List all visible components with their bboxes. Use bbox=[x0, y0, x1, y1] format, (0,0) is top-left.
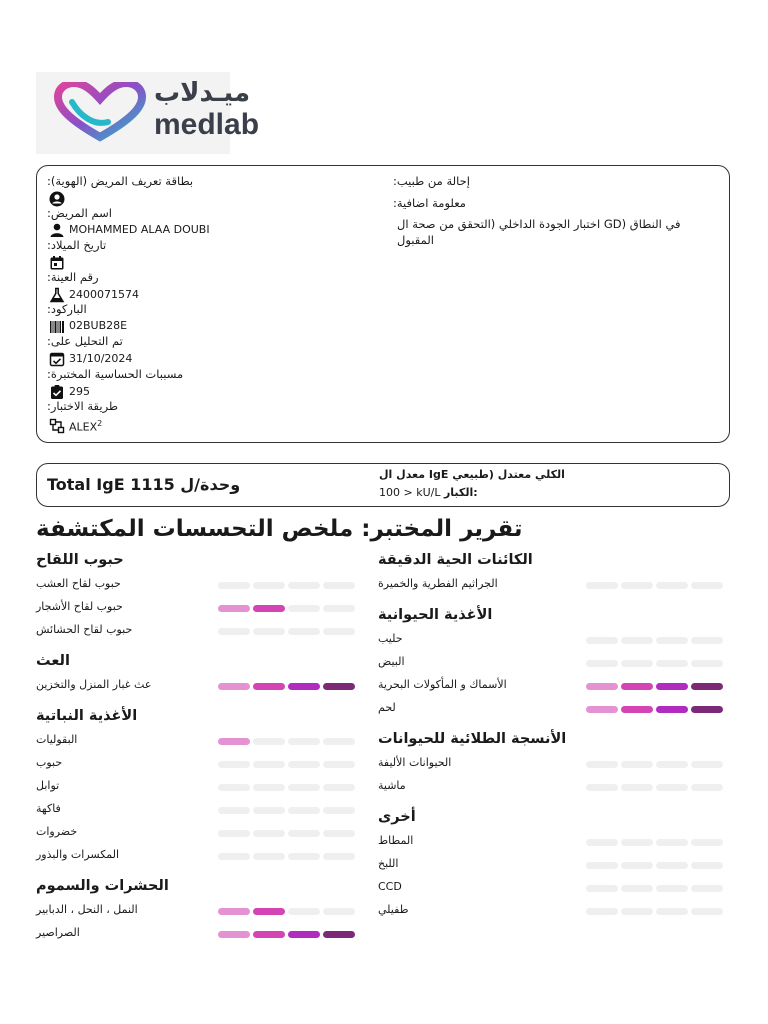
category-heading: حبوب اللقاح bbox=[36, 552, 124, 568]
level-segment bbox=[288, 908, 320, 915]
level-segment bbox=[586, 683, 618, 690]
level-segment bbox=[621, 885, 653, 892]
patient-name-label: اسم المريض: bbox=[47, 206, 112, 220]
level-segment bbox=[218, 931, 250, 938]
level-segment bbox=[586, 706, 618, 713]
allergen-label: الجراثيم الفطرية والخميرة bbox=[378, 577, 498, 590]
level-segment bbox=[323, 931, 355, 938]
level-segment bbox=[656, 706, 688, 713]
allergen-label: المكسرات والبذور bbox=[36, 848, 120, 861]
level-segment bbox=[323, 807, 355, 814]
level-segment bbox=[656, 637, 688, 644]
allergen-label: حبوب لقاح الحشائش bbox=[36, 623, 133, 636]
medlab-logo bbox=[36, 72, 260, 154]
referral-label: إحالة من طبيب: bbox=[393, 174, 470, 188]
level-segment bbox=[621, 706, 653, 713]
level-segment bbox=[656, 660, 688, 667]
level-segment bbox=[621, 761, 653, 768]
allergen-label: الحيوانات الأليفة bbox=[378, 756, 452, 769]
level-segment bbox=[218, 605, 250, 612]
level-segment bbox=[691, 637, 723, 644]
barcode-icon bbox=[49, 319, 65, 335]
level-segment bbox=[621, 862, 653, 869]
allergen-label: حليب bbox=[378, 632, 403, 645]
level-segment bbox=[691, 839, 723, 846]
level-segment bbox=[253, 853, 285, 860]
level-segment bbox=[253, 761, 285, 768]
level-segment bbox=[656, 862, 688, 869]
method-flow-icon bbox=[49, 418, 65, 434]
patient-id-label: بطاقة تعريف المريض (الهوية): bbox=[47, 174, 194, 188]
level-segment bbox=[323, 605, 355, 612]
level-segment bbox=[288, 628, 320, 635]
level-segment bbox=[253, 931, 285, 938]
calendar-icon bbox=[49, 255, 65, 271]
level-segment bbox=[253, 683, 285, 690]
allergen-label: CCD bbox=[378, 880, 402, 893]
extra-info-value-line1: في النطاق (GD اختبار الجودة الداخلي (التحقق من صحة ال bbox=[397, 217, 681, 231]
level-segment bbox=[691, 582, 723, 589]
sensitizers-value: 295 bbox=[69, 385, 90, 398]
sample-number-value: 2400071574 bbox=[69, 288, 139, 301]
level-segment bbox=[218, 683, 250, 690]
level-segment bbox=[218, 807, 250, 814]
total-ige-box bbox=[36, 463, 730, 507]
level-segment bbox=[656, 683, 688, 690]
patient-info-card bbox=[36, 165, 730, 443]
level-segment bbox=[656, 761, 688, 768]
level-segment bbox=[323, 582, 355, 589]
level-segment bbox=[288, 683, 320, 690]
level-segment bbox=[288, 830, 320, 837]
allergen-label: البيض bbox=[378, 655, 405, 668]
level-segment bbox=[656, 908, 688, 915]
extra-info-label: معلومة اضافية: bbox=[393, 196, 466, 210]
level-segment bbox=[586, 761, 618, 768]
level-segment bbox=[253, 605, 285, 612]
allergen-label: حبوب لقاح الأشجار bbox=[36, 600, 123, 613]
allergen-label: المطاط bbox=[378, 834, 414, 847]
allergen-label: طفيلي bbox=[378, 903, 409, 916]
level-segment bbox=[656, 839, 688, 846]
level-segment bbox=[218, 830, 250, 837]
allergen-label: النمل ، النحل ، الدبابير bbox=[36, 903, 138, 916]
barcode-label: الباركود: bbox=[47, 302, 87, 316]
flask-icon bbox=[49, 287, 65, 303]
level-segment bbox=[621, 683, 653, 690]
test-method-name: ALEX bbox=[69, 420, 98, 434]
level-segment bbox=[691, 908, 723, 915]
logo-latin-text: medlab bbox=[154, 108, 260, 141]
category-heading: الكائنات الحية الدقيقة bbox=[378, 552, 533, 568]
test-method-superscript: 2 bbox=[97, 419, 103, 428]
level-segment bbox=[621, 582, 653, 589]
allergen-label: الصراصير bbox=[36, 926, 80, 939]
level-segment bbox=[656, 582, 688, 589]
level-segment bbox=[218, 582, 250, 589]
level-segment bbox=[621, 784, 653, 791]
level-segment bbox=[323, 853, 355, 860]
level-segment bbox=[253, 807, 285, 814]
barcode-value: 02BUB28E bbox=[69, 319, 128, 332]
allergen-label: اللبخ bbox=[378, 857, 399, 870]
person-icon bbox=[49, 222, 65, 238]
sample-number-label: رقم العينة: bbox=[47, 270, 99, 284]
ige-interpretation: الكلي معتدل (طبيعي IgE معدل ال bbox=[379, 468, 565, 481]
analyzed-on-label: تم التحليل على: bbox=[47, 334, 123, 348]
level-segment bbox=[691, 761, 723, 768]
dob-label: تاريخ الميلاد: bbox=[47, 238, 107, 252]
user-circle-icon bbox=[49, 191, 65, 207]
allergen-label: الأسماك و المأكولات البحرية bbox=[378, 678, 507, 691]
allergen-label: فاكهة bbox=[36, 802, 61, 815]
level-segment bbox=[323, 784, 355, 791]
analyzed-on-value: 31/10/2024 bbox=[69, 352, 133, 365]
level-segment bbox=[621, 908, 653, 915]
allergen-label: عث غبار المنزل والتخزين bbox=[36, 678, 152, 691]
level-segment bbox=[288, 738, 320, 745]
level-segment bbox=[288, 853, 320, 860]
calendar-check-icon bbox=[49, 351, 65, 367]
heart-logo-icon bbox=[50, 82, 150, 142]
level-segment bbox=[621, 660, 653, 667]
level-segment bbox=[288, 807, 320, 814]
clipboard-check-icon bbox=[49, 384, 65, 400]
level-segment bbox=[323, 830, 355, 837]
level-segment bbox=[253, 738, 285, 745]
category-heading: الأغذية النباتية bbox=[36, 708, 138, 724]
level-segment bbox=[288, 784, 320, 791]
level-segment bbox=[656, 885, 688, 892]
level-segment bbox=[691, 706, 723, 713]
level-segment bbox=[656, 784, 688, 791]
level-segment bbox=[691, 660, 723, 667]
level-segment bbox=[323, 683, 355, 690]
test-method-value bbox=[69, 419, 102, 434]
level-segment bbox=[586, 660, 618, 667]
sensitizers-label: مسببات الحساسية المختبرة: bbox=[47, 367, 184, 381]
allergen-label: حبوب bbox=[36, 756, 63, 769]
level-segment bbox=[586, 784, 618, 791]
patient-name-value: MOHAMMED ALAA DOUBI bbox=[69, 223, 210, 236]
logo-arabic-text: ميـدلاب bbox=[154, 78, 251, 108]
allergen-label: ماشية bbox=[378, 779, 406, 792]
category-heading: الحشرات والسموم bbox=[36, 878, 169, 894]
level-segment bbox=[323, 738, 355, 745]
ige-range-label: الكبار: bbox=[443, 486, 478, 499]
category-heading: العث bbox=[36, 653, 70, 669]
level-segment bbox=[586, 908, 618, 915]
level-segment bbox=[323, 761, 355, 768]
ige-range-value: 100 > kU/L bbox=[379, 486, 441, 499]
allergen-label: حبوب لقاح العشب bbox=[36, 577, 121, 590]
report-title: تقرير المختبر: ملخص التحسسات المكتشفة bbox=[36, 516, 523, 542]
level-segment bbox=[218, 628, 250, 635]
level-segment bbox=[288, 605, 320, 612]
level-segment bbox=[586, 839, 618, 846]
level-segment bbox=[253, 830, 285, 837]
level-segment bbox=[288, 582, 320, 589]
level-segment bbox=[253, 582, 285, 589]
level-segment bbox=[218, 784, 250, 791]
level-segment bbox=[253, 784, 285, 791]
level-segment bbox=[586, 862, 618, 869]
level-segment bbox=[253, 628, 285, 635]
level-segment bbox=[586, 885, 618, 892]
allergen-label: لحم bbox=[378, 701, 396, 714]
total-ige-value: Total IgE 1115 وحدة/ل bbox=[47, 475, 241, 494]
level-segment bbox=[218, 908, 250, 915]
allergen-label: خضروات bbox=[36, 825, 78, 838]
level-segment bbox=[691, 885, 723, 892]
test-method-label: طريقة الاختبار: bbox=[47, 399, 119, 413]
level-segment bbox=[586, 637, 618, 644]
level-segment bbox=[621, 637, 653, 644]
level-segment bbox=[586, 582, 618, 589]
level-segment bbox=[621, 839, 653, 846]
allergen-label: البقوليات bbox=[36, 733, 78, 746]
level-segment bbox=[323, 908, 355, 915]
category-heading: أخرى bbox=[378, 809, 416, 825]
level-segment bbox=[691, 862, 723, 869]
level-segment bbox=[288, 761, 320, 768]
level-segment bbox=[253, 908, 285, 915]
level-segment bbox=[323, 628, 355, 635]
category-heading: الأنسجة الطلائية للحيوانات bbox=[378, 731, 567, 747]
level-segment bbox=[218, 738, 250, 745]
category-heading: الأغذية الحيوانية bbox=[378, 607, 493, 623]
level-segment bbox=[691, 683, 723, 690]
level-segment bbox=[218, 761, 250, 768]
ige-reference-range bbox=[379, 486, 478, 499]
allergen-label: توابل bbox=[36, 779, 60, 792]
level-segment bbox=[288, 931, 320, 938]
extra-info-value-line2: المقبول bbox=[397, 233, 434, 247]
level-segment bbox=[218, 853, 250, 860]
level-segment bbox=[691, 784, 723, 791]
